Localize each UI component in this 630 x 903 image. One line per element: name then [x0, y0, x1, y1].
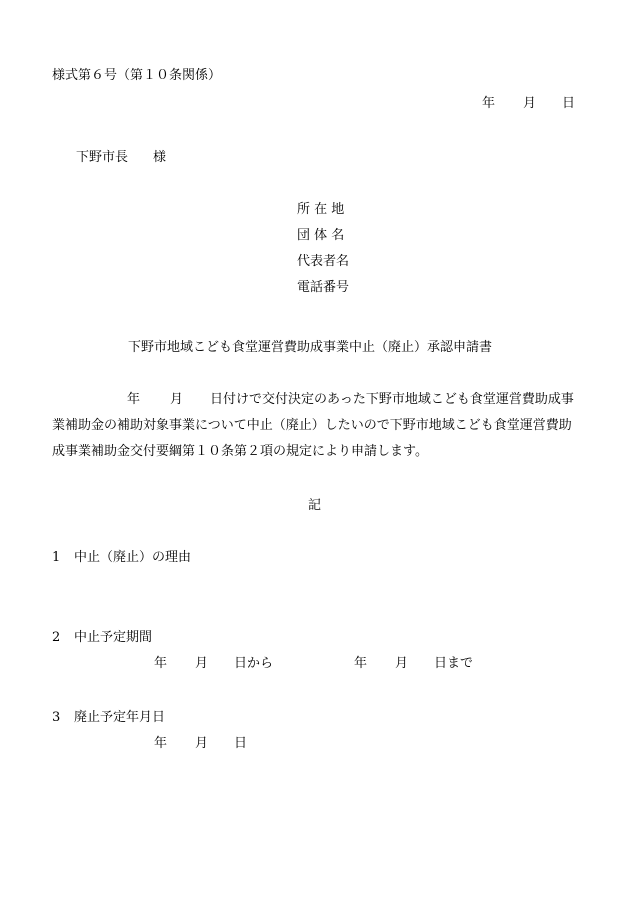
- date-year: 年: [482, 96, 496, 111]
- date-month: 月: [523, 96, 537, 111]
- abolition-day: 日: [234, 736, 248, 751]
- item-1-number: 1: [52, 550, 61, 565]
- period-to-year: 年: [354, 656, 368, 671]
- body-month: 月: [170, 392, 184, 407]
- date-day: 日: [562, 96, 576, 111]
- addressee-honorific: 様: [153, 150, 167, 165]
- item-2-number: 2: [52, 630, 61, 645]
- field-phone: 電話番号: [297, 280, 350, 295]
- item-3-number: 3: [52, 710, 61, 725]
- field-organization: 団 体 名: [297, 228, 345, 243]
- ki-heading: 記: [308, 498, 322, 513]
- document-title: 下野市地域こども食堂運営費助成事業中止（廃止）承認申請書: [128, 340, 493, 355]
- field-representative: 代表者名: [297, 254, 350, 269]
- body-year: 年: [127, 392, 141, 407]
- item-3-label: 廃止予定年月日: [74, 710, 166, 725]
- period-to-month: 月: [395, 656, 409, 671]
- period-from-year: 年: [154, 656, 168, 671]
- addressee-name: 下野市長: [76, 150, 129, 165]
- period-to-day: 日まで: [434, 656, 474, 671]
- body-line2: 業補助金の補助対象事業について中止（廃止）したいので下野市地域こども食堂運営費助: [52, 418, 572, 433]
- item-2-label: 中止予定期間: [74, 630, 153, 645]
- abolition-year: 年: [154, 736, 168, 751]
- form-number: 様式第６号（第１０条関係）: [52, 68, 222, 83]
- period-from-month: 月: [195, 656, 209, 671]
- field-address: 所 在 地: [297, 202, 345, 217]
- period-from-day: 日から: [234, 656, 274, 671]
- item-1-label: 中止（廃止）の理由: [74, 550, 192, 565]
- abolition-month: 月: [195, 736, 209, 751]
- body-line1: 日付けで交付決定のあった下野市地域こども食堂運営費助成事: [210, 392, 574, 407]
- body-line3: 成事業補助金交付要綱第１０条第２項の規定により申請します。: [52, 444, 428, 459]
